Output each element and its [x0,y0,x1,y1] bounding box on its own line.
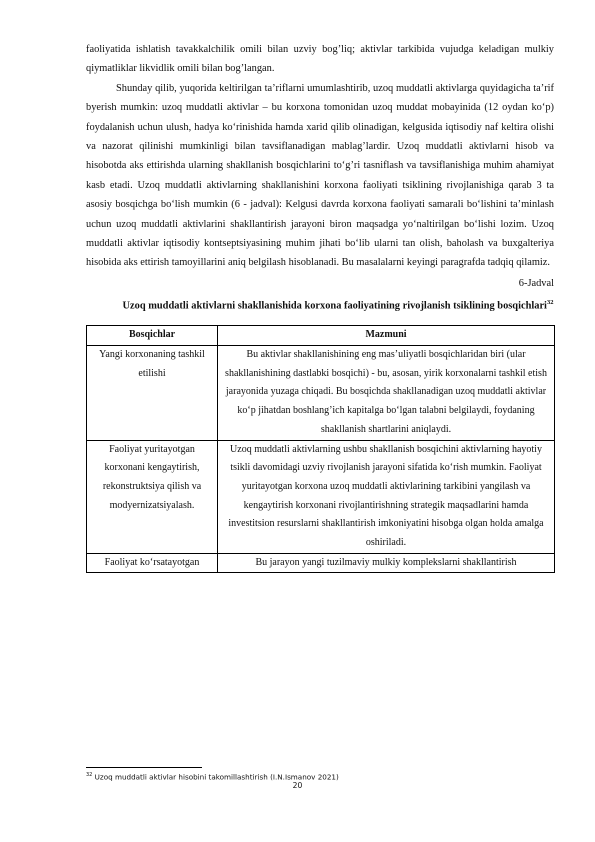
table-title-text: Uzoq muddatli aktivlarni shakllanishida korxona faoliyatining rivojlanish tsiklining bosqichlari [122,300,547,312]
footnote-text: Uzoq muddatli aktivlar hisobini takomillashtirish (I.N.Ismanov 2021) [94,772,339,782]
page-number: 20 [292,781,303,790]
header-stages: Bosqichlar [87,326,218,346]
table-row [87,346,555,441]
paragraph-2: Shunday qilib, yuqorida keltirilgan ta’riflarni umumlashtirib, uzoq muddatli aktivlarga quyidagicha ta’rif byerish mumkin: uzoq muddatli aktivlar – bu korxona tomonidan uzoq muddat mobayinida (12 oydan ko‘p) foydalanish uchun ulush, hadya ko‘rinishida hamda xarid qilib olinadigan, kelgusida iqtisodiy naf keltira olishi va nazorat qilinishi mumkinligi bilan tavsiflanadigan mablag’lardir. Uzoq muddatli aktivlarni hisob va hisobotda aks ettirishda ularning shakllanish bosqichlarini to‘g’ri tasniflash va tavsiflanishiga muhim ahamiyat kasb etadi. Uzoq muddatli aktivlarning shakllanishini korxona faoliyati tsiklining rivojlanishiga qarab 3 ta asosiy bosqichga bo‘lish mumkin (6 - jadval): Kelgusi davrda korxona faoliyati samarali bo‘lishini ta’minlash uchun uzoq muddatli aktivlarini shakllantirish jarayoni biron maqsadga yo‘naltirilgan bo‘lishi lozim. Uzoq muddatli aktivlar iqtisodiy kontseptsiyasining muhim jihati bo‘lib ularni tan olish, baholash va buxgalteriya hisobida aks ettirish tamoyillarini aniq belgilash hisoblanadi. Bu masalalarni keyingi paragrafda tadqiq qilamiz. [86,82,554,269]
stage-cell: Faoliyat yuritayotgan korxonani kengaytirish, rekonstruktsiya qilish va modyernizatsiyalash. [87,440,218,553]
paragraph-1: faoliyatida ishlatish tavakkalchilik omili bilan uzviy bog’liq; aktivlar tarkibida vujudga keladigan mulkiy qiymatliklar likvidlik omili bilan bog’langan. [86,44,554,75]
footnote-ref: 32 [546,298,554,306]
table-title [86,293,554,316]
stage-cell: Faoliyat ko‘rsatayotgan [87,553,218,573]
content-cell: Bu jarayon yangi tuzilmaviy mulkiy komplekslarni shakllantirish [218,553,555,573]
table-row [87,440,555,553]
footnote-divider [86,767,202,768]
footnote-number: 32 [86,772,93,778]
stages-table [86,325,555,573]
table-header-row [87,326,555,346]
content-cell: Bu aktivlar shakllanishining eng mas’uliyatli bosqichlaridan biri (ular shakllanishining dastlabki bosqichi) - bu, asosan, yirik korxonalarni tashkil etish jarayonida yuzaga chiqadi. Bu bosqichda shakllanadigan uzoq muddatli aktivlar ko‘p jihatdan boshlang’ich kapitalga bo‘lgan talabni belgilaydi, foydaning shakllanish shartlarini aniqlaydi. [218,346,555,441]
content-cell: Uzoq muddatli aktivlarning ushbu shakllanish bosqichini aktivlarning hayotiy tsikli davomidagi uzviy rivojlanish jarayoni sifatida ko‘rish mumkin. Faoliyat yuritayotgan korxona uzoq muddatli aktivlarining tarkibini yangilash va kengaytirish korxonani rivojlantirishning strategik maqsadlarini hamda investitsion resurslarni shakllantirish imkoniyatini hisobga olgan holda amalga oshiriladi. [218,440,555,553]
table-row [87,553,555,573]
stage-cell: Yangi korxonaning tashkil etilishi [87,346,218,441]
header-content: Mazmuni [218,326,555,346]
table-label: 6-Jadval [518,277,554,289]
page-body [86,40,554,573]
